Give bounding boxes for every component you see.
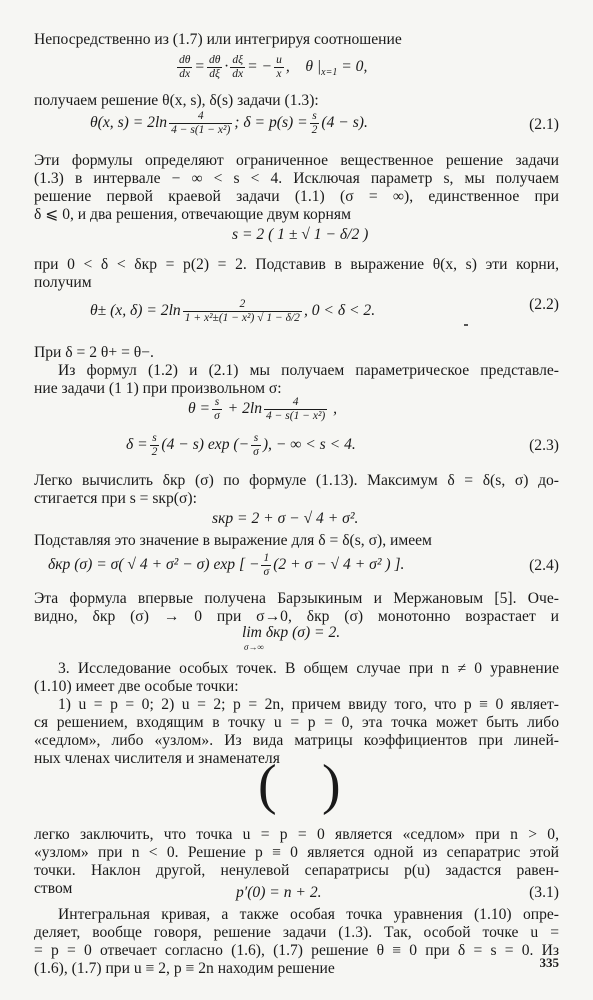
text-line: Легко вычислить δкр (σ) по формуле (1.13). Максимум δ = δ(s, σ) до- (34, 472, 559, 489)
section-heading-line: 3. Исследование особых точек. В общем случае при n ≠ 0 уравнение (58, 660, 559, 677)
text-line: при 0 < δ < δкр = p(2) = 2. Подставив в выражение θ(x, s) эти корни, (34, 256, 559, 273)
equation-number: (2.4) (529, 557, 559, 574)
print-mark (464, 324, 468, 326)
text-line: 1) u = p = 0; 2) u = 2; p = 2n, причем ввиду того, что p ≡ 0 являет- (58, 696, 559, 713)
equation-skr: sкр = 2 + σ − √ 4 + σ². (212, 510, 359, 527)
equation-number: (3.1) (529, 884, 559, 901)
text-line: Непосредственно из (1.7) или интегрируя соотношение (34, 31, 402, 48)
text-line: Эта формула впервые получена Барзыкиным и Мержановым [5]. Оче- (34, 590, 559, 607)
text-line: (1.6), (1.7) при u ≡ 2, p ≡ 2n находим решение (34, 960, 335, 977)
equation-roots: s = 2 ( 1 ± √ 1 − δ/2 ) (232, 226, 369, 243)
text-line: деляет, вообще говоря, решение задачи (1.3). Так, особой точке u = (34, 924, 559, 941)
text-line: ние задачи (1 1) при произвольном σ: (34, 380, 282, 397)
text-line: стигается при s = sкр(σ): (34, 490, 197, 507)
text-line: (1.10) имеет две особые точки: (34, 678, 239, 695)
text-line: Эти формулы определяют ограниченное вещественное решение задачи (34, 152, 559, 169)
equation-1: $\frac{d\theta}{dx}$ = $\frac{d\theta}{d\xi}$ · $\frac{d\xi}{dx}$ = − $\frac{u}{x}$ , θ $|_{x=1} = 0$, (179, 54, 368, 80)
text-line: получаем решение θ(x, s), δ(s) задачи (1.3): (34, 92, 319, 109)
equation-2-2: θ± (x, δ) = 2ln $\frac{2}{\text{1 + x²±(1 − x²) √ 1 − δ/2}}$ , 0 < δ < 2. (90, 298, 376, 324)
page-number: 335 (539, 955, 559, 970)
text-line: получим (34, 274, 92, 291)
text-line: (1.3) в интервале − ∞ < s < 4. Исключая параметр s, мы получаем (34, 170, 559, 187)
equation-number: (2.1) (529, 116, 559, 133)
text-line: ных членах числителя и знаменателя (34, 750, 280, 767)
equation-3-1: p′(0) = n + 2. (236, 884, 322, 901)
text-line: Из формул (1.2) и (2.1) мы получаем параметрическое представле- (58, 362, 559, 379)
book-page: Непосредственно из (1.7) или интегрируя соотношение $\frac{d\theta}{dx}$ = $\frac{d\theta}{d\xi}$ · $\frac{d\xi}{dx}$ = − $\frac{u}{x}$ , θ $|_{x=1} = 0$, получаем решение θ(x, s), δ(s) задачи (1.3): θ(x, s) = 2ln $\frac{4}{\text{4 − s(1 − x²)}}$ ; δ = p(s) = $\frac{s}{2}$ (4 − s). (2.1) Эти формулы определяют ограниченное вещественное решение задачи (1.3) в интервале − ∞ < s < 4. Исключая параметр s, мы получаем решение первой краевой задачи (1.1) (σ = ∞), единственное при δ ⩽ 0, и два решения, отвечающие двум корням s = 2 ( 1 ± √ 1 − δ/2 ) при 0 < δ < δкр = p(2) = 2. Подставив в выражение θ(x, s) эти корни, получим θ± (x, δ) = 2ln $\frac{2}{\text{1 + x²±(1 − x²) √ 1 − δ/2}}$ , 0 < δ < 2. (2.2) При δ = 2 θ+ = θ−. Из формул (1.2) и (2.1) мы получаем параметрическое представле- ние задачи (1 1) при произвольном σ: θ = $\frac{s}{\sigma}$ + 2ln $\frac{4}{\text{4 − s(1 − x²)}}$ , δ = $\frac{s}{2}$ (4 − s) exp (− $\frac{s}{\sigma}$ ), − ∞ < s < 4. (2.3) Легко вычислить δкр (σ) по формуле (1.13). Максимум δ = δ(s, σ) до- стигается при s = sкр(σ): sкр = 2 + σ − √ 4 + σ². Подставляя это значение в выражение для δ = δ(s, σ), имеем δкр (σ) = σ( √ 4 + σ² − σ) exp [ − $\frac{1}{\sigma}$ (2 + σ − √ 4 + σ² ) ]. (2.4) Эта формула впервые получена Барзыкиным и Мержановым [5]. Оче- видно, δкр (σ) → 0 при σ→0, δкр (σ) монотонно возрастает и lim δкр (σ) = 2. σ→∞ 3. Исследование особых точек. В общем случае при n ≠ 0 уравнение (1.10) имеет две особые точки: 1) u = p = 0; 2) u = 2; p = 2n, причем ввиду того, что p ≡ 0 являет- ся решением, входящим в точку u = p = 0, эта точка может быть либо «седлом», либо «узлом». Из вида матрицы коэффициентов при линей- ных членах числителя и знаменателя ( ) легко заключить, что точка u = p = 0 является «седлом» при n > 0, «узлом» при n < 0. Решение p ≡ 0 является одной из сепаратрис этой точки. Наклон другой, ненулевой сепаратрисы p(u) задастся равен- ством p′(0) = n + 2. (3.1) Интегральная кривая, а также особая точка уравнения (1.10) опре- деляет, вообще говоря, решение задачи (1.3). Так, особой точке u = = p = 0 отвечает согласно (1.6), (1.7) решение θ ≡ 0 при δ = s = 0. Из (1.6), (1.7) при u ≡ 2, p ≡ 2n находим решение 335 (34, 31, 559, 977)
text-line: «узлом» при n < 0. Решение p ≡ 0 является одной из сепаратрис этой (34, 844, 559, 861)
text-line: При δ = 2 θ+ = θ−. (34, 344, 154, 361)
equation-number: (2.2) (529, 296, 559, 313)
text-line: ством (34, 880, 73, 897)
text-line: Подставляя это значение в выражение для δ = δ(s, σ), имеем (34, 532, 432, 549)
equation-2-1: θ(x, s) = 2ln $\frac{4}{\text{4 − s(1 − x²)}}$ ; δ = p(s) = $\frac{s}{2}$ (4 − s). (90, 110, 368, 136)
text-line: точки. Наклон другой, ненулевой сепаратрисы p(u) задастся равен- (34, 862, 559, 879)
equation-limit: lim δкр (σ) = 2. σ→∞ (242, 624, 341, 652)
text-line: ся решением, входящим в точку u = p = 0, эта точка может быть либо (34, 714, 559, 731)
text-line: Интегральная кривая, а также особая точка уравнения (1.10) опре- (58, 906, 559, 923)
text-line: = p = 0 отвечает согласно (1.6), (1.7) решение θ ≡ 0 при δ = s = 0. Из (34, 942, 559, 959)
equation-number: (2.3) (529, 437, 559, 454)
equation-2-3: δ = $\frac{s}{2}$ (4 − s) exp (− $\frac{s}{\sigma}$ ), − ∞ < s < 4. (126, 432, 356, 458)
text-line: видно, δкр (σ) → 0 при σ→0, δкр (σ) монотонно возрастает и (34, 608, 559, 625)
text-line: решение первой краевой задачи (1.1) (σ = ∞), единственное при (34, 188, 559, 205)
equation-2-4: δкр (σ) = σ( √ 4 + σ² − σ) exp [ − $\frac{1}{\sigma}$ (2 + σ − √ 4 + σ² ) ]. (48, 552, 405, 578)
text-line: «седлом», либо «узлом». Из вида матрицы коэффициентов при линей- (34, 732, 559, 749)
text-line: δ ⩽ 0, и два решения, отвечающие двум корням (34, 206, 351, 223)
text-line: легко заключить, что точка u = p = 0 является «седлом» при n > 0, (34, 826, 559, 843)
equation-theta: θ = $\frac{s}{\sigma}$ + 2ln $\frac{4}{\text{4 − s(1 − x²)}}$ , (188, 396, 338, 422)
